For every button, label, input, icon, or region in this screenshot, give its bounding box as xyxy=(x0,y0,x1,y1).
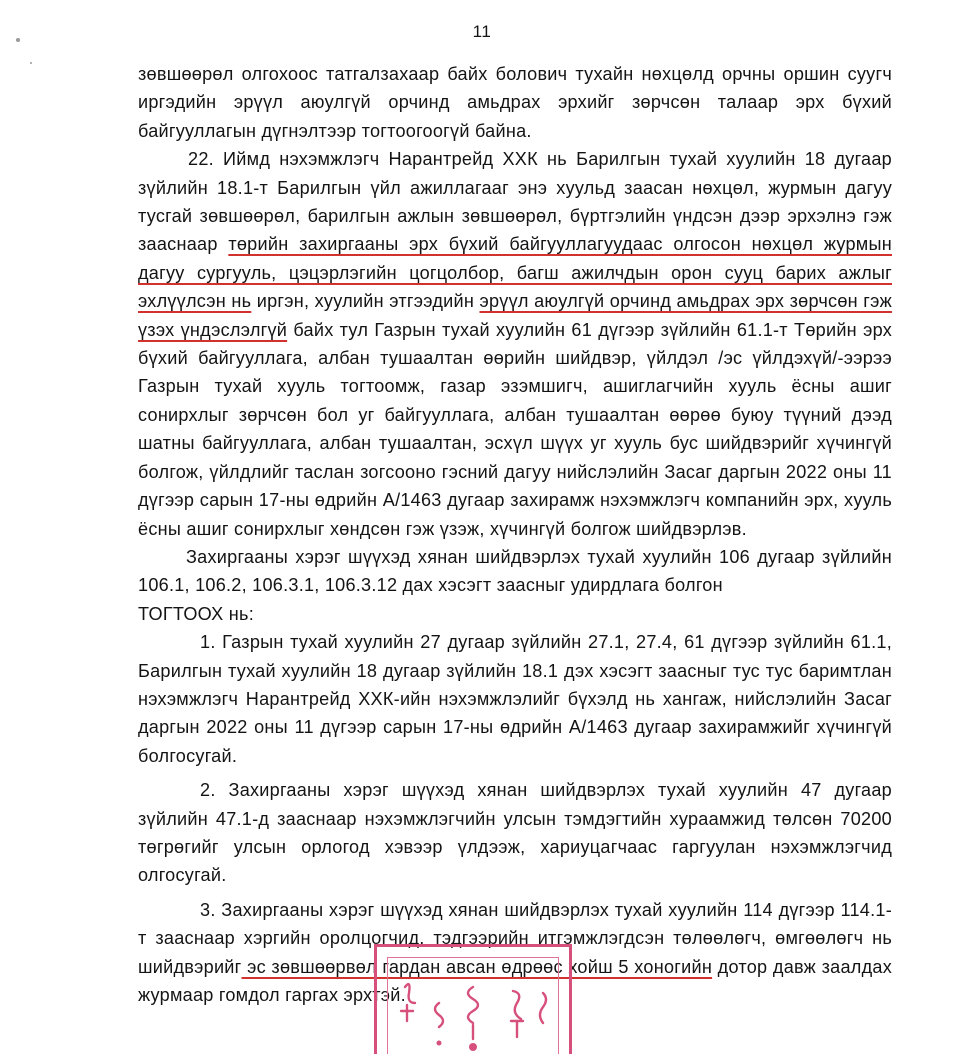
paragraph-22 xyxy=(138,145,892,543)
paragraph-text: 22. Иймд нэхэмжлэгч Нарантрейд ХХК нь Барилгын тухай хуулийн 18 дугаар зүйлийн 18.1-т Барилгын үйл ажиллагааг энэ хуульд заасан нөхцөл, журмын дагуу тусгай зөвшөөрөл, барилгын ажлын зөвшөөрөл, бүртгэлийн үндсэн дээр эрхэлнэ гэж зааснаар xyxy=(138,149,892,255)
paragraph-continued xyxy=(138,60,892,145)
resolution-item-2 xyxy=(138,776,892,890)
underlined-passage: эрүүл аюулгүй орчинд амьдрах эрх зөрчсөн гэж үзэх үндэслэлгүй xyxy=(138,291,892,340)
underlined-passage: төрийн захиргааны эрх бүхий байгууллагуудаас олгосон нөхцөл журмын дагуу сургууль, цэцэрлэгийн цогцолбор, багш ажилчдын орон сууц барих ажлыг эхлүүлсэн нь xyxy=(138,234,892,312)
resolution-heading: ТОГТООХ нь: xyxy=(138,603,254,624)
scan-speck xyxy=(30,62,32,64)
item-text: дотор давж заалдах журмаар гомдол гаргах эрхтэй. xyxy=(138,956,892,1005)
paragraph-text: иргэн, хуулийн этгээдийн xyxy=(251,291,480,312)
seal-script-icon xyxy=(377,947,575,1057)
document-body xyxy=(138,60,892,1009)
item-text: 3. Захиргааны хэрэг шүүхэд хянан шийдвэрлэх тухай хуулийн 114 дүгээр 114.1-т зааснаар хэргийн оролцогчид, тэдгээрийн итгэмжлэгдсэн төлөөлөгч, өмгөөлөгч нь шийдвэрийг xyxy=(138,899,892,977)
paragraph-text: байх тул Газрын тухай хуулийн 61 дүгээр зүйлийн 61.1-т Төрийн эрх бүхий байгууллага, албан тушаалтан өөрийн шийдвэр, үйлдэл /эс үйлдэхүй/-ээрээ Газрын тухай хууль тогтоомж, газар эзэмшигч, ашиглагчийн хууль ёсны ашиг сонирхлыг зөрчсөн бол уг байгууллага, албан тушаалтан өөрөө буюу түүний дээд шатны байгууллага, албан тушаалтан, эсхүл шүүх уг хууль бус шийдвэрийг хүчингүй болгож, үйлдлийг таслан зогсооно гэсний дагуу нийслэлийн Засаг даргын 2022 оны 11 дүгээр сарын 17-ны өдрийн А/1463 дугаар захирамж нэхэмжлэгч компанийн эрх, хууль ёсны ашиг сонирхлыг хөндсөн гэж үзэж, хүчингүй болгож шийдвэрлэв. xyxy=(138,319,892,539)
resolution-item-1 xyxy=(138,628,892,770)
paragraph-text: зөвшөөрөл олгохоос татгалзахаар байх болович тухайн нөхцөлд орчны оршин суугч иргэдийн эрүүл аюулгүй орчинд амьдрах эрхийг зөрчсөн талаар эрх бүхий байгууллагын дүгнэлтээр тогтоогоогүй байна. xyxy=(138,64,892,141)
scan-speck xyxy=(16,38,20,42)
item-text: 2. Захиргааны хэрэг шүүхэд хянан шийдвэрлэх тухай хуулийн 47 дугаар зүйлийн 47.1-д зааснаар нэхэмжлэгчийн улсын тэмдэгтийн хураамжид төлсөн 70200 төгрөгийг улсын орлогод хэвээр үлдээж, хариуцагчаас гаргуулан нэхэмжлэгчид олгосугай. xyxy=(138,780,892,886)
paragraph-text: Захиргааны хэрэг шүүхэд хянан шийдвэрлэх тухай хуулийн 106 дугаар зүйлийн 106.1, 106.2, 106.3.1, 106.3.12 дах хэсэгт заасныг удирдлага болгон xyxy=(138,546,892,596)
page-number: 11 xyxy=(472,22,492,41)
paragraph-legal-basis xyxy=(138,543,892,600)
underlined-passage: эс зөвшөөрвөл гардан авсан өдрөөс хойш 5 хоногийн xyxy=(241,956,713,977)
court-seal-icon xyxy=(374,944,572,1054)
item-text: 1. Газрын тухай хуулийн 27 дугаар зүйлийн 27.1, 27.4, 61 дүгээр зүйлийн 61.1, Барилгын тухай хуулийн 18 дугаар зүйлийн 18.1 дэх хэсэгт заасныг тус тус баримтлан нэхэмжлэгч Нарантрейд ХХК-ийн нэхэмжлэлийг бүхэлд нь хангаж, нийслэлийн Засаг даргын 2022 оны 11 дүгээр сарын 17-ны өдрийн А/1463 дугаар захирамжийг хүчингүй болгосугай. xyxy=(138,632,892,766)
